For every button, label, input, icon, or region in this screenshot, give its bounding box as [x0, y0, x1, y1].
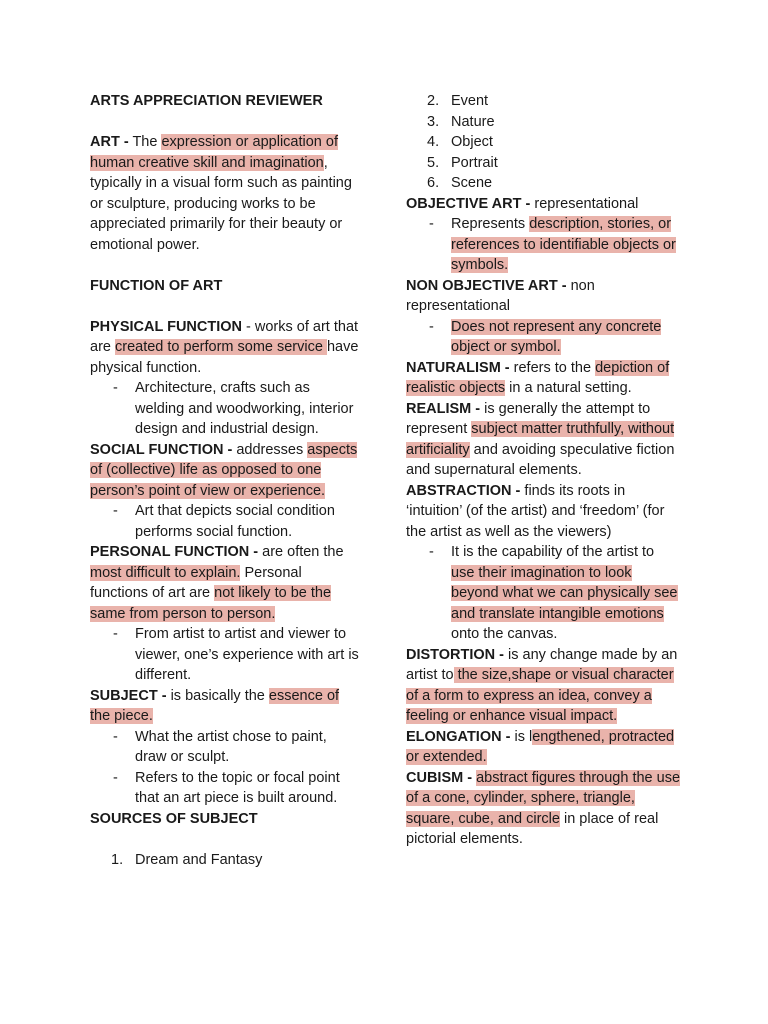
- art-definition: ART - The expression or application of human creative skill and imagination, typically in a visual form such as painting or sculpture, producing works to be appreciated primarily for their beauty or emotional power.: [90, 134, 352, 253]
- term: REALISM -: [406, 400, 481, 417]
- sources-heading: SOURCES OF SUBJECT: [90, 810, 258, 827]
- term: CUBISM -: [406, 769, 473, 786]
- list-number: 3.: [427, 113, 440, 130]
- highlight: abstract figures through the use of a cone, cylinder, sphere, triangle, square, cube, and circle: [406, 769, 681, 827]
- document-title: ARTS APPRECIATION REVIEWER: [90, 93, 323, 109]
- elongation: ELONGATION - is lengthened, protracted or extended.: [406, 728, 675, 765]
- cubism: CUBISM - abstract figures through the use of a cone, cylinder, sphere, triangle, square, cube, and circle in place of real pictorial elements.: [406, 769, 681, 847]
- list-item: 4. Object: [406, 132, 681, 153]
- social-function: SOCIAL FUNCTION - addresses aspects of (collective) life as opposed to one person’s point of view or experience.: [90, 441, 358, 499]
- personal-function: PERSONAL FUNCTION - are often the most difficult to explain. Personal functions of art are not likely to be the same from person to person.: [90, 544, 344, 622]
- list-item: - It is the capability of the artist to use their imagination to look beyond what we can physically see and translate intangible emotions onto the canvas.: [429, 544, 678, 642]
- highlight: description, stories, or references to identifiable objects or symbols.: [451, 216, 676, 273]
- list-number: 1.: [111, 851, 124, 868]
- highlight: use their imagination to look beyond what we can physically see and translate intangible emotions: [451, 564, 678, 622]
- list-number: 6.: [427, 175, 440, 191]
- list-item: - Architecture, crafts such as welding and woodworking, interior design and industrial design.: [113, 380, 354, 437]
- list-item: - From artist to artist and viewer to viewer, one’s experience with art is different.: [113, 626, 359, 683]
- subject-definition: SUBJECT - is basically the essence of the piece.: [90, 687, 340, 724]
- list-item: [406, 317, 681, 358]
- term: OBJECTIVE ART -: [406, 195, 531, 212]
- term: SUBJECT -: [90, 687, 167, 704]
- highlight: subject matter truthfully, without artificiality: [406, 421, 675, 458]
- dash-marker: -: [429, 544, 434, 560]
- list-item: 6. Scene: [406, 173, 681, 194]
- distortion: DISTORTION - is any change made by an artist to the size,shape or visual character of a form to express an idea, convey a feeling or enhance visual impact.: [406, 646, 678, 724]
- list-item: 1. Dream and Fantasy: [90, 850, 362, 871]
- term: DISTORTION -: [406, 646, 505, 663]
- highlight: most difficult to explain.: [90, 564, 241, 581]
- objective-art: OBJECTIVE ART - representational: [406, 195, 639, 212]
- term: SOCIAL FUNCTION -: [90, 441, 233, 458]
- list-number: 5.: [427, 154, 440, 171]
- abstraction: ABSTRACTION - finds its roots in ‘intuition’ (of the artist) and ‘freedom’ (for the artist as well as the viewers): [406, 482, 665, 540]
- physical-function: PHYSICAL FUNCTION - works of art that are created to perform some service have physical function.: [90, 318, 359, 376]
- list-item: - Represents description, stories, or references to identifiable objects or symbols.: [429, 216, 676, 273]
- highlight: the size,shape or visual character of a form to express an idea, convey a feeling or enhance visual impact.: [406, 667, 674, 724]
- list-item: 3. Nature: [406, 112, 681, 133]
- list-item: 5. Portrait: [406, 153, 681, 174]
- dash-marker: -: [429, 216, 434, 232]
- highlight: created to perform some service: [115, 339, 327, 355]
- list-number: 4.: [427, 134, 440, 150]
- dash-marker: -: [113, 769, 118, 786]
- highlight: essence of the piece.: [90, 687, 340, 724]
- highlight: not likely to be the same from person to person.: [90, 585, 332, 622]
- dash-marker: -: [113, 728, 118, 745]
- function-heading: FUNCTION OF ART: [90, 277, 223, 294]
- dash-marker: -: [113, 503, 118, 519]
- list-number: 2.: [427, 93, 440, 109]
- dash-marker: -: [429, 318, 434, 335]
- list-item: - What the artist chose to paint, draw or sculpt.: [113, 728, 327, 765]
- list-item: 2. Event: [406, 91, 681, 112]
- highlight: aspects of (collective) life as opposed to one person’s point of view or experience.: [90, 441, 358, 499]
- left-column: [90, 91, 362, 870]
- term: PHYSICAL FUNCTION: [90, 318, 242, 335]
- term: NON OBJECTIVE ART -: [406, 277, 567, 294]
- realism: REALISM - is generally the attempt to represent subject matter truthfully, without artificiality and avoiding speculative fiction and supernatural elements.: [406, 400, 675, 478]
- highlight: engthened, protracted or extended.: [406, 728, 675, 765]
- highlight: expression or application of human creative skill and imagination: [90, 134, 338, 171]
- non-objective-art: NON OBJECTIVE ART - non representational: [406, 277, 595, 314]
- list-item: - Refers to the topic or focal point that an art piece is built around.: [113, 769, 340, 806]
- right-column: [406, 91, 681, 850]
- highlight: Does not represent any concrete object or symbol.: [451, 318, 662, 355]
- term: PERSONAL FUNCTION -: [90, 544, 259, 560]
- term: NATURALISM -: [406, 359, 510, 376]
- naturalism: NATURALISM - refers to the depiction of realistic objects in a natural setting.: [406, 359, 670, 396]
- term: ART -: [90, 134, 129, 150]
- highlight: depiction of realistic objects: [406, 359, 670, 396]
- term: ELONGATION -: [406, 728, 511, 745]
- term: ABSTRACTION -: [406, 482, 521, 499]
- list-item: - Art that depicts social condition performs social function.: [113, 503, 335, 540]
- dash-marker: -: [113, 626, 118, 642]
- dash-marker: -: [113, 380, 118, 396]
